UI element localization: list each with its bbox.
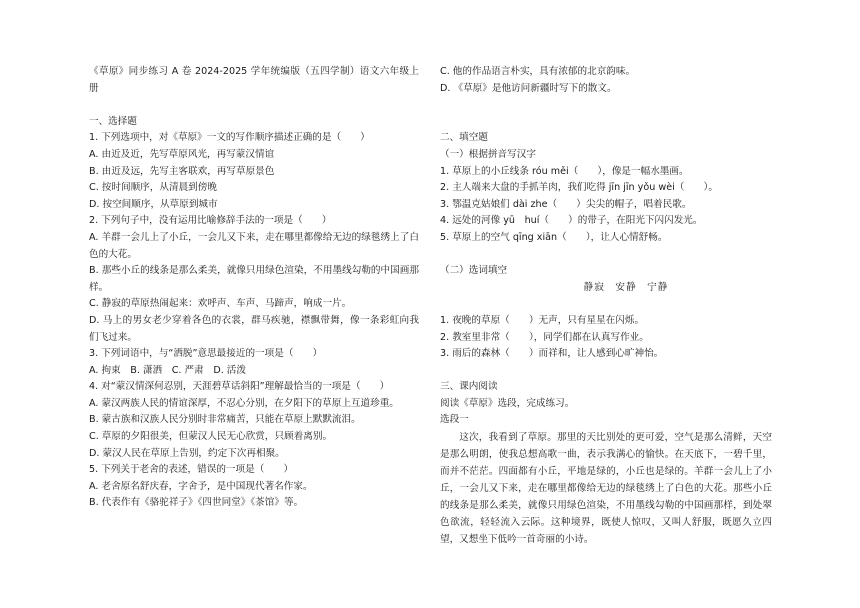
- question-4-option-c: C. 草原的夕阳很美，但蒙汉人民无心欣赏，只顾着离别。: [89, 431, 333, 443]
- question-2-stem: 2. 下列句子中，没有运用比喻修辞手法的一项是（ ）: [89, 215, 332, 227]
- word-bank: 静寂 安静 宁静: [583, 281, 669, 293]
- question-2-option-d: D. 马上的男女老少穿着各色的衣裳，群马疾驰，襟飘带舞，像一条彩虹向我们飞过来。: [89, 314, 419, 343]
- reading-passage: 这次，我看到了草原。那里的天比别处的更可爱，空气是那么清鲜，天空是那么明朗，使我总想高歌一曲，表示我满心的愉快。在天底下，一碧千里，而并不茫茫。四面都有小丘，平地是绿的，小丘也是绿的。羊群一会儿上了小丘，一会儿又下来，走在哪里都像给无边的绿毯绣上了白色的大花。那些小丘的线条是那么柔美，就像只用绿色渲染，不用墨线勾勒的中国画那样，到处翠色欲流，轻轻流入云际。这种境界，既使人惊叹，又叫人舒服，既愿久立四望，又想坐下低吟一首奇丽的小诗。: [440, 432, 772, 546]
- right-column: [440, 64, 772, 548]
- question-5-stem: 5. 下列关于老舍的表述，错误的一项是（ ）: [89, 464, 294, 476]
- fill-item-3: 3. 雨后的森林（ ）而祥和，让人感到心旷神怡。: [440, 348, 664, 360]
- left-column: [89, 64, 419, 512]
- section-heading-reading: 三、课内阅读: [440, 381, 498, 393]
- question-1-option-c: C. 按时间顺序，从清晨到傍晚: [89, 182, 217, 194]
- subsection-heading-pinyin: （一）根据拼音写汉字: [440, 148, 536, 160]
- question-4-stem: 4. 对“蒙汉情深何忍别，天涯碧草话斜阳”理解最恰当的一项是（ ）: [89, 381, 390, 393]
- spacer: [89, 97, 419, 114]
- question-1-option-d: D. 按空间顺序，从草原到城市: [89, 198, 218, 210]
- question-2-option-a: A. 羊群一会儿上了小丘，一会儿又下来，走在哪里都像给无边的绿毯绣上了白色的大花。: [89, 231, 419, 260]
- question-5-option-b: B. 代表作有《骆驼祥子》《四世同堂》《茶馆》等。: [89, 497, 304, 509]
- question-1-option-a: A. 由近及近，先写草原风光，再写蒙汉情谊: [89, 148, 275, 160]
- spacer: [440, 114, 772, 131]
- pinyin-item-4: 4. 远处的河像 yū huí（ ）的带子，在阳光下闪闪发光。: [440, 215, 703, 227]
- spacer: [440, 247, 772, 264]
- question-4-option-d: D. 蒙汉人民在草原上告别，约定下次再相聚。: [89, 447, 285, 459]
- question-1-stem: 1. 下列选项中，对《草原》一文的写作顺序描述正确的是（ ）: [89, 132, 370, 144]
- question-2-option-b: B. 那些小丘的线条是那么柔美，就像只用绿色渲染，不用墨线勾勒的中国画那样。: [89, 265, 419, 293]
- spacer: [440, 97, 772, 114]
- document-title: 《草原》同步练习 A 卷 2024-2025 学年统编版（五四学制）语文六年级上册: [89, 66, 419, 94]
- pinyin-item-3: 3. 鄂温克姑娘们 dài zhe（ ）尖尖的帽子，唱着民歌。: [440, 198, 692, 210]
- spacer: [440, 296, 772, 313]
- question-4-option-b: B. 蒙古族和汉族人民分别时非常痛苦，只能在草原上默默流泪。: [89, 414, 361, 426]
- question-1-option-b: B. 由近及远，先写主客联欢，再写草原景色: [89, 165, 275, 177]
- spacer: [440, 363, 772, 380]
- subsection-heading-word-choice: （二）选词填空: [440, 265, 508, 277]
- question-3-stem: 3. 下列词语中，与“洒脱”意思最接近的一项是（ ）: [89, 348, 323, 360]
- reading-instructions: 阅读《草原》选段，完成练习。: [440, 397, 575, 409]
- question-2-option-c: C. 静寂的草原热闹起来：欢呼声、车声、马蹄声，响成一片。: [89, 298, 352, 310]
- question-5-option-d: D. 《草原》是他访问新疆时写下的散文。: [440, 82, 617, 94]
- question-5-option-a: A. 老舍原名舒庆春，字舍予，是中国现代著名作家。: [89, 480, 313, 492]
- pinyin-item-1: 1. 草原上的小丘线条 róu měi（ ），像是一幅水墨画。: [440, 165, 689, 177]
- question-4-option-a: A. 蒙汉两族人民的情谊深厚，不忍心分别，在夕阳下的草原上互道珍重。: [89, 397, 399, 409]
- section-heading-fill: 二、填空题: [440, 132, 488, 144]
- fill-item-2: 2. 教室里非常（ ），同学们都在认真写作业。: [440, 331, 649, 343]
- excerpt-label: 选段一: [440, 414, 469, 426]
- question-5-option-c: C. 他的作品语言朴实，具有浓郁的北京韵味。: [440, 66, 636, 77]
- section-heading-choice: 一、选择题: [89, 115, 137, 127]
- pinyin-item-2: 2. 主人端来大盘的手抓羊肉，我们吃得 jīn jīn yǒu wèi（ ）。: [440, 182, 718, 194]
- question-3-options: A. 拘束 B. 潇洒 C. 严肃 D. 活泼: [89, 364, 246, 376]
- fill-item-1: 1. 夜晚的草原（ ）无声，只有星星在闪烁。: [440, 314, 645, 326]
- pinyin-item-5: 5. 草原上的空气 qīng xiān（ ），让人心情舒畅。: [440, 231, 668, 243]
